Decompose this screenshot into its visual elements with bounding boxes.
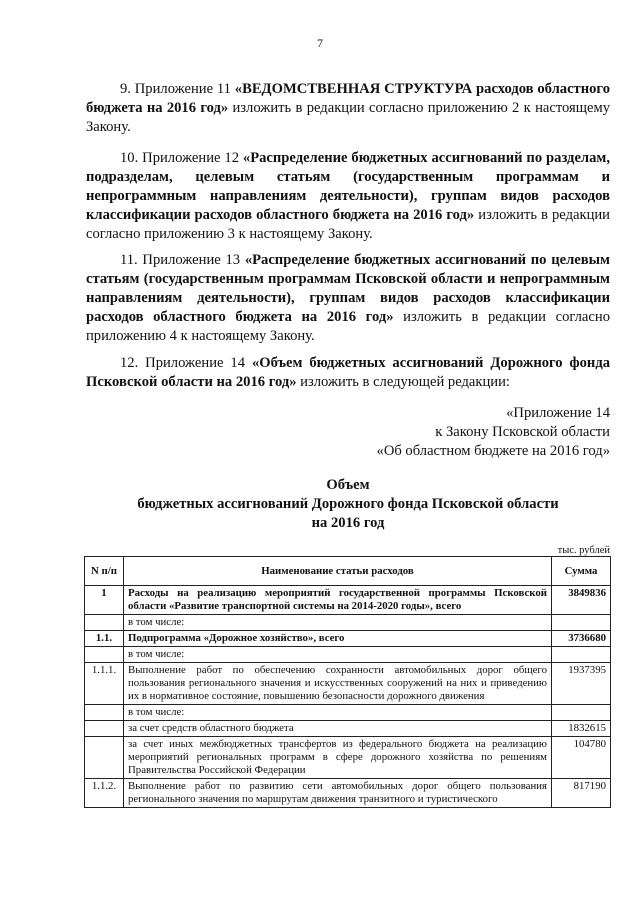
header-name: Наименование статьи расходов — [124, 557, 552, 586]
table-row — [85, 615, 611, 631]
paragraph-12: 12. Приложение 14 «Объем бюджетных ассигнований Дорожного фонда Псковской области на 2016 год» изложить в следующей редакции: — [86, 355, 611, 390]
cell-num: 1 — [85, 586, 124, 615]
table-header-row — [85, 557, 611, 586]
cell-sum — [552, 705, 611, 721]
units-label: тыс. рублей — [557, 545, 610, 556]
cell-num — [85, 705, 124, 721]
cell-name: в том числе: — [124, 615, 552, 631]
appendix-line-1: «Приложение 14 — [506, 405, 610, 421]
cell-sum — [552, 615, 611, 631]
cell-name: в том числе: — [124, 647, 552, 663]
table-row — [85, 663, 611, 705]
cell-num — [85, 647, 124, 663]
cell-num: 1.1. — [85, 631, 124, 647]
cell-name: в том числе: — [124, 705, 552, 721]
table-heading — [86, 476, 610, 533]
cell-num: 1.1.2. — [85, 779, 124, 808]
header-sum: Сумма — [552, 557, 611, 586]
cell-num — [85, 721, 124, 737]
paragraph-9: 9. Приложение 11 «ВЕДОМСТВЕННАЯ СТРУКТУРА расходов областного бюджета на 2016 год» изложить в редакции согласно приложению 2 к настоящему Закону. — [86, 81, 610, 135]
cell-num — [85, 737, 124, 779]
cell-sum: 817190 — [552, 779, 611, 808]
cell-name: за счет иных межбюджетных трансфертов из федерального бюджета на реализацию мероприятий региональных программ в сфере дорожного хозяйства по решениям Правительства Российской Федерации — [124, 737, 552, 779]
cell-sum: 104780 — [552, 737, 611, 779]
table-row — [85, 631, 611, 647]
cell-sum: 3849836 — [552, 586, 611, 615]
cell-name: Подпрограмма «Дорожное хозяйство», всего — [124, 631, 552, 647]
cell-name: Выполнение работ по обеспечению сохранности автомобильных дорог общего пользования регионального значения и искусственных сооружений на них и приведению их в нормативное состояние, повышению безопасности дорожного движения — [124, 663, 552, 705]
heading-line-2: бюджетных ассигнований Дорожного фонда Псковской области — [137, 496, 559, 512]
table-row — [85, 586, 611, 615]
table-row — [85, 737, 611, 779]
paragraph-10: 10. Приложение 12 «Распределение бюджетных ассигнований по разделам, подразделам, целевым статьям (государственным программам и непрограммным направлениям деятельности), группам видов расходов классификации расходов областного бюджета на 2016 год» изложить в редакции согласно приложению 3 к настоящему Закону. — [86, 150, 610, 242]
cell-name: Выполнение работ по развитию сети автомобильных дорог общего пользования регионального значения по маршрутам движения транзитного и туристического — [124, 779, 552, 808]
table-row — [85, 779, 611, 808]
cell-num — [85, 615, 124, 631]
cell-name: Расходы на реализацию мероприятий государственной программы Псковской области «Развитие транспортной системы на 2014-2020 годы», всего — [124, 586, 552, 615]
appendix-reference — [377, 404, 610, 461]
page-number: 7 — [317, 36, 323, 50]
table-row — [85, 721, 611, 737]
cell-sum: 1937395 — [552, 663, 611, 705]
appendix-line-2: к Закону Псковской области — [435, 424, 610, 440]
heading-line-3: на 2016 год — [311, 515, 385, 531]
table-row — [85, 647, 611, 663]
table-row — [85, 705, 611, 721]
cell-sum: 3736680 — [552, 631, 611, 647]
budget-table — [84, 556, 611, 808]
appendix-line-3: «Об областном бюджете на 2016 год» — [376, 443, 610, 459]
cell-sum: 1832615 — [552, 721, 611, 737]
heading-line-1: Объем — [326, 477, 370, 493]
cell-num: 1.1.1. — [85, 663, 124, 705]
header-num: N п/п — [85, 557, 124, 586]
cell-name: за счет средств областного бюджета — [124, 721, 552, 737]
table-body — [85, 586, 611, 808]
paragraph-11: 11. Приложение 13 «Распределение бюджетных ассигнований по целевым статьям (государственным программам Псковской области и непрограммным направлениям деятельности), группам видов расходов классификации расходов областного бюджета на 2016 год» изложить в редакции согласно приложению 4 к настоящему Закону. — [86, 252, 610, 344]
cell-sum — [552, 647, 611, 663]
